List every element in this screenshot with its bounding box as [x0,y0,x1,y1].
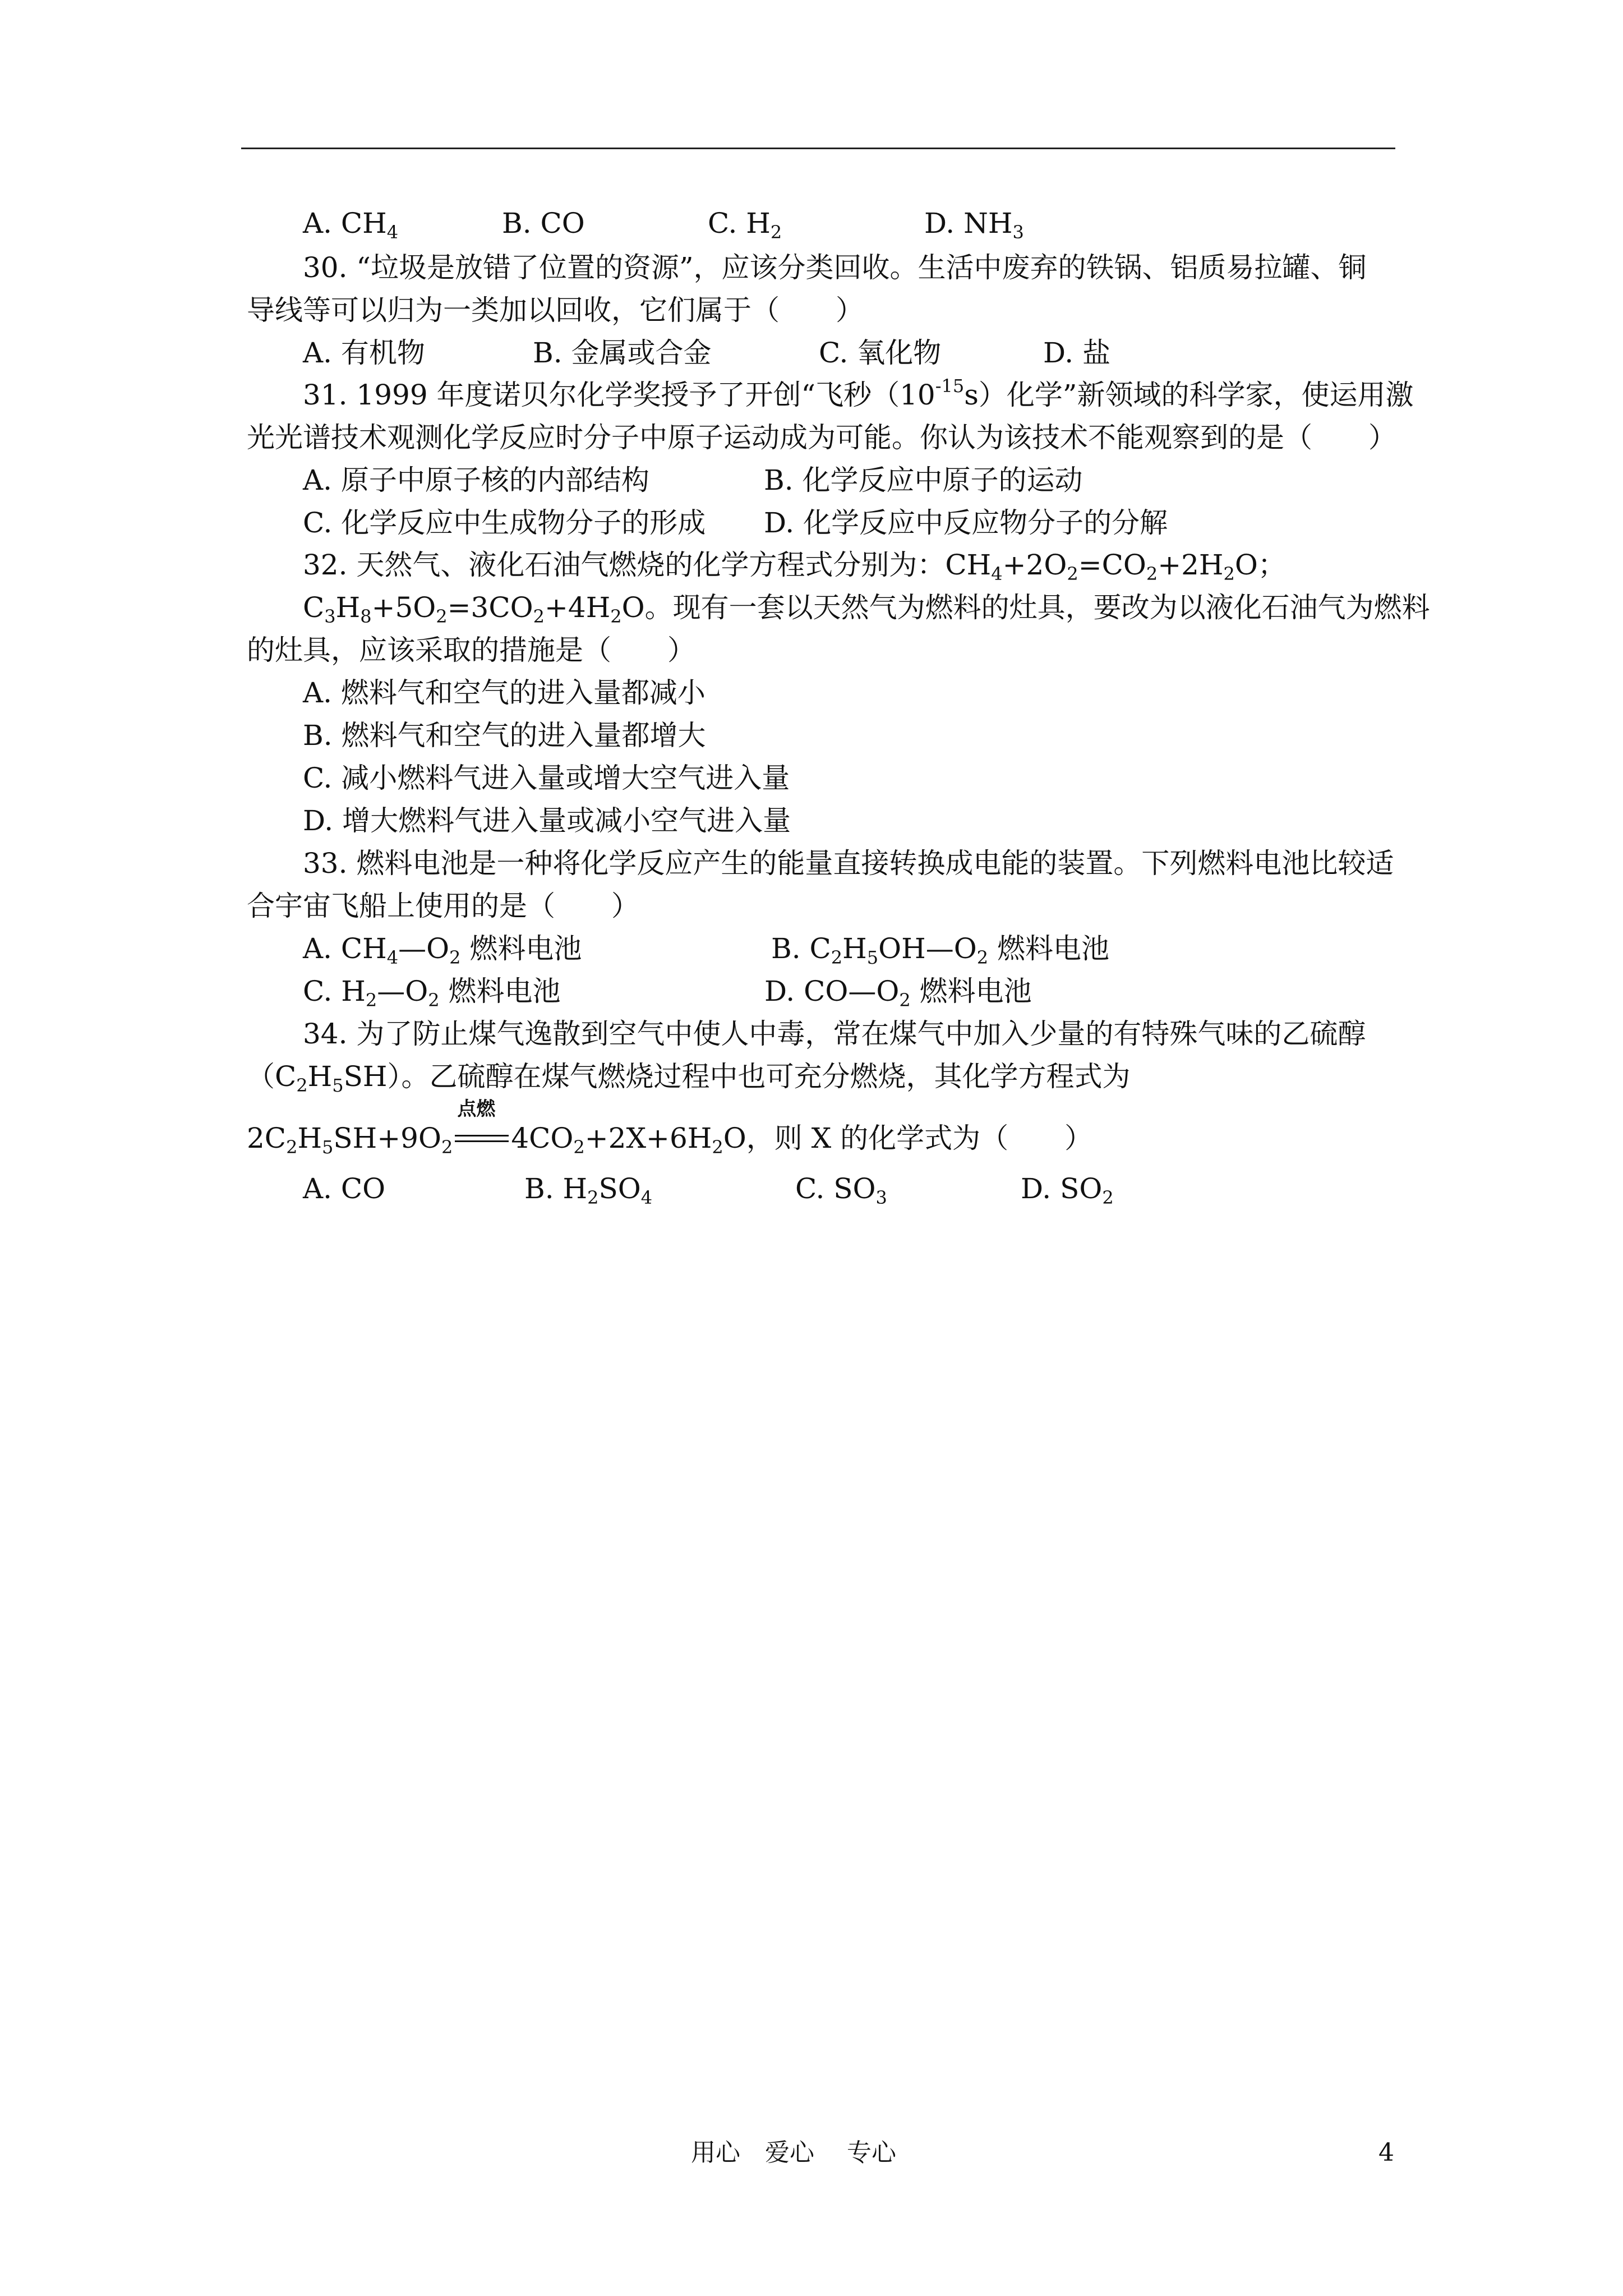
q30-option-b: B. 金属或合金 [533,337,712,369]
q30-line-2: 导线等可以归为一类加以回收，它们属于（ ） [247,294,864,326]
q34-option-d: D. $SO_2$ [1021,1172,1114,1208]
q33-option-b: B. $C_2H_5OH—O_2$ 燃料电池 [771,932,1109,968]
q30-option-c: C. 氧化物 [819,337,942,369]
q29-option-a: A. $CH_4$ [303,207,399,243]
q30-option-d: D. 盐 [1043,337,1111,369]
q34-line-3: $2C_2H_5SH+9O_2$ 点燃 $4CO_2+2X+6H_2O$，则 X 的化学式为（ ） [247,1098,1093,1158]
q33-option-c: C. $H_2—O_2$ 燃料电池 [303,975,561,1011]
q32-option-b: B. 燃料气和空气的进入量都增大 [303,719,706,752]
q30-line-1: 30. “垃圾是放错了位置的资源”，应该分类回收。生活中废弃的铁锅、铝质易拉罐、铜 [303,251,1367,284]
q29-option-b: B. CO [502,207,585,240]
q34-option-b: B. $H_2SO_4$ [524,1172,653,1208]
footer-motto: 用心 爱心 专心 [691,2138,896,2167]
q31-option-a: A. 原子中原子核的内部结构 [303,464,649,496]
page-number: 4 [1378,2138,1394,2167]
q31-option-d: D. 化学反应中反应物分子的分解 [764,507,1168,539]
q33-line-2: 合宇宙飞船上使用的是（ ） [247,890,639,922]
q32-line-2: $C_3H_8+5O_2=3CO_2+4H_2O$。现有一套以天然气为燃料的灶具，要改为以液化石油气为燃料 [303,591,1430,627]
ignition-label: 点燃 [457,1098,496,1120]
q32-option-c: C. 减小燃料气进入量或增大空气进入量 [303,762,790,794]
q32-line-1: 32. 天然气、液化石油气燃烧的化学方程式分别为：$CH_4+2O_2=CO_2+2H_2O$； [303,549,1286,585]
q33-line-1: 33. 燃料电池是一种将化学反应产生的能量直接转换成电能的装置。下列燃料电池比较适 [303,847,1394,880]
header-rule [241,148,1395,149]
q34-line-1: 34. 为了防止煤气逸散到空气中使人中毒，常在煤气中加入少量的有特殊气味的乙硫醇 [303,1018,1366,1050]
q31-line-1: 31. 1999 年度诺贝尔化学奖授予了开创“飞秒$(10^{-15}s)$化学”新领域的科学家，使运用激 [303,375,1414,411]
q32-line-3: 的灶具，应该采取的措施是（ ） [247,634,695,666]
q31-line-2: 光光谱技术观测化学反应时分子中原子运动成为可能。你认为该技术不能观察到的是（ ） [247,421,1396,454]
q30-option-a: A. 有机物 [303,337,425,369]
q33-option-d: D. $CO—O_2$ 燃料电池 [764,975,1032,1011]
q34-line-2: $(C_2H_5SH)$。乙硫醇在煤气燃烧过程中也可充分燃烧，其化学方程式为 [247,1060,1131,1096]
q29-option-d: D. $NH_3$ [924,207,1024,243]
q34-option-a: A. CO [303,1172,386,1205]
q32-option-d: D. 增大燃料气进入量或减小空气进入量 [303,804,791,837]
q31-option-c: C. 化学反应中生成物分子的形成 [303,507,706,539]
q29-option-c: C. $H_2$ [708,207,782,243]
q31-option-b: B. 化学反应中原子的运动 [764,464,1083,496]
reaction-condition [455,1098,509,1152]
q34-option-c: C. $SO_3$ [795,1172,887,1208]
q33-option-a: A. $CH_4—O_2$ 燃料电池 [303,932,582,968]
q32-option-a: A. 燃料气和空气的进入量都减小 [303,677,706,709]
